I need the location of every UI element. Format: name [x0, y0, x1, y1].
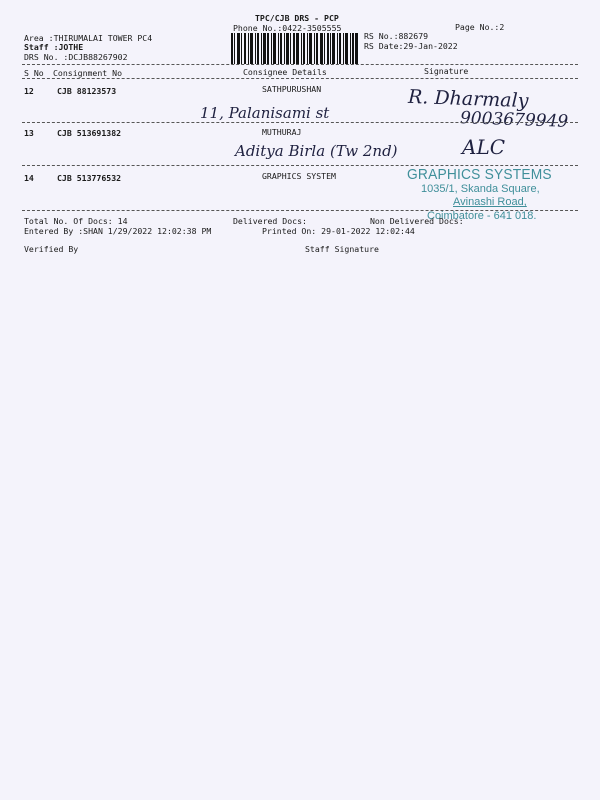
row-13-consignment: CJB 513691382: [57, 128, 122, 138]
row-12-address-handwritten: 11, Palanisami st: [200, 104, 330, 122]
stamp-address-line2: Avinashi Road,: [453, 196, 527, 208]
rs-date: RS Date:29-Jan-2022: [364, 41, 458, 51]
page-number: Page No.:2: [455, 22, 505, 32]
stamp-address-line1: 1035/1, Skanda Square,: [421, 183, 540, 195]
row-13-sno: 13: [24, 128, 34, 138]
staff-label: Staff :JOTHE: [24, 42, 84, 52]
divider-row-12: [22, 122, 578, 123]
report-title: TPC/CJB DRS - PCP: [255, 13, 339, 23]
row-12-sno: 12: [24, 86, 34, 96]
row-13-consignee: MUTHURAJ: [262, 127, 302, 137]
row-12-consignment: CJB 88123573: [57, 86, 117, 96]
row-12-receiver-handwritten: R. Dharmaly: [407, 85, 529, 113]
verified-by: Verified By: [24, 244, 79, 254]
entered-by: Entered By :SHAN 1/29/2022 12:02:38 PM: [24, 226, 212, 236]
divider-top: [22, 64, 578, 65]
staff-signature: Staff Signature: [305, 244, 379, 254]
printed-on: Printed On: 29-01-2022 12:02:44: [262, 226, 415, 236]
barcode: [231, 33, 358, 64]
drs-number: DRS No. :DCJB88267902: [24, 52, 128, 62]
row-14-consignee: GRAPHICS SYSTEM: [262, 171, 336, 181]
phone-number: Phone No.:0422-3505555: [233, 23, 342, 33]
row-14-sno: 14: [24, 173, 34, 183]
row-13-initials-handwritten: ALC: [462, 135, 506, 159]
rs-number: RS No.:882679: [364, 31, 429, 41]
col-signature: Signature: [424, 66, 469, 76]
area-label: Area :THIRUMALAI TOWER PC4: [24, 33, 153, 43]
stamp-address-line3: Coimbatore - 641 018.: [427, 210, 537, 222]
row-14-consignment: CJB 513776532: [57, 173, 122, 183]
non-delivered-docs: Non Delivered Docs:: [370, 216, 464, 226]
col-consignee: Consignee Details: [243, 67, 327, 77]
delivered-docs: Delivered Docs:: [233, 216, 307, 226]
divider-row-14: [22, 210, 578, 211]
stamp-company-name: GRAPHICS SYSTEMS: [407, 166, 552, 183]
col-consignment: Consignment No: [53, 68, 123, 78]
total-docs: Total No. Of Docs: 14: [24, 216, 128, 226]
row-12-consignee: SATHPURUSHAN: [262, 84, 322, 94]
col-sno: S No: [24, 68, 44, 78]
divider-header: [22, 78, 578, 79]
row-13-address-handwritten: Aditya Birla (Tw 2nd): [235, 142, 398, 160]
row-12-phone-handwritten: 9003679949: [459, 108, 569, 132]
